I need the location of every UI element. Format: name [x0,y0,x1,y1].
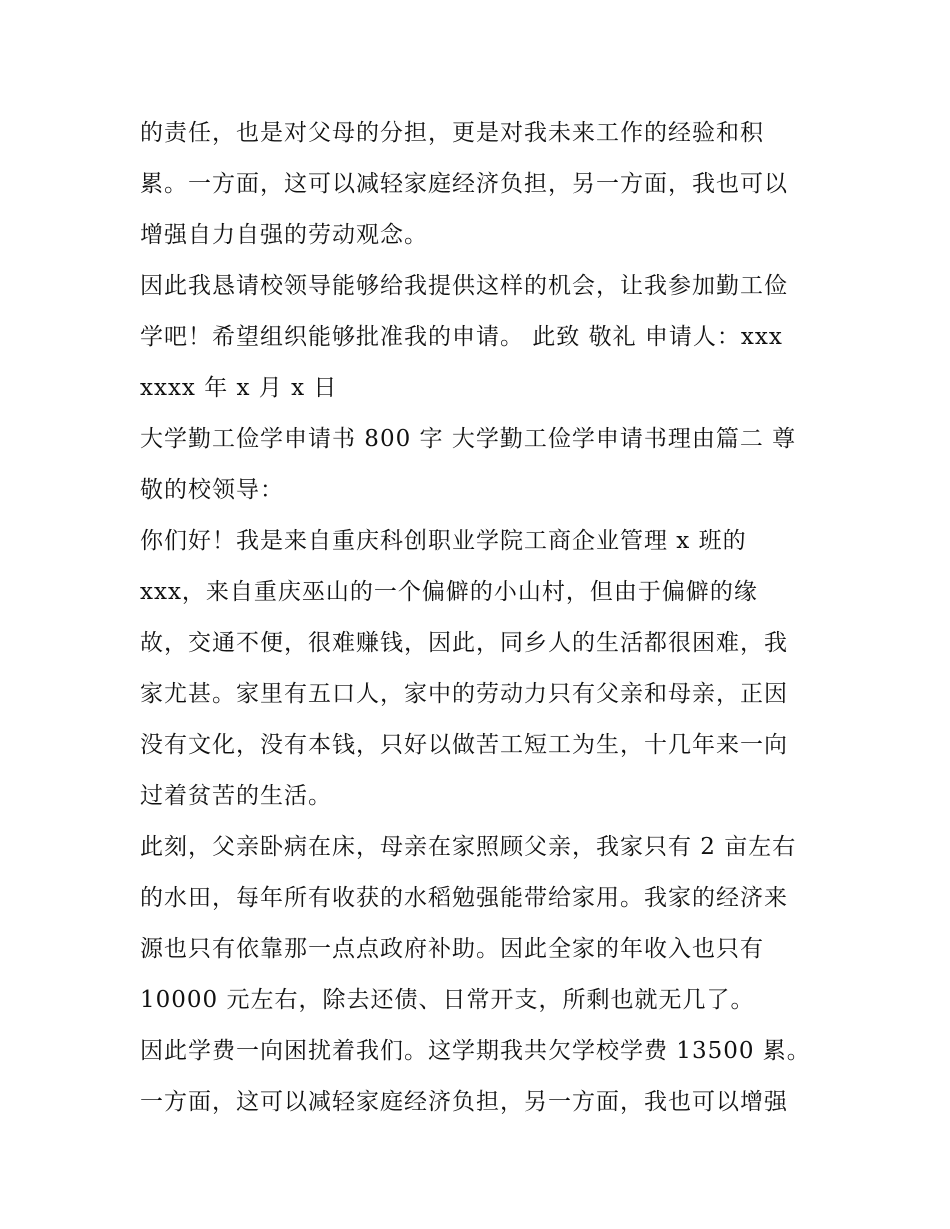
text-line: 源也只有依靠那一点点政府补助。因此全家的年收入也只有 [140,936,764,962]
text-line: 一方面，这可以减轻家庭经济负担，另一方面，我也可以增强 [140,1089,788,1115]
text-line: 故，交通不便，很难赚钱，因此，同乡人的生活都很困难，我 [140,630,788,656]
text-line: 的责任，也是对父母的分担，更是对我未来工作的经验和积 [140,120,764,146]
text-line: 家尤甚。家里有五口人，家中的劳动力只有父亲和母亲，正因 [140,681,788,707]
text-line: xxx，来自重庆巫山的一个偏僻的小山村，但由于偏僻的缘 [140,579,758,605]
text-line: 增强自力自强的劳动观念。 [140,222,428,248]
body-text [140,108,830,1128]
text-line: 敬的校领导： [140,477,284,503]
text-line: 的水田，每年所有收获的水稻勉强能带给家用。我家的经济来 [140,885,788,911]
text-line: 过着贫苦的生活。 [140,783,332,809]
text-line: 10000 元左右，除去还债、日常开支，所剩也就无几了。 [140,987,755,1013]
text-line: 因此我恳请校领导能够给我提供这样的机会，让我参加勤工俭 [140,273,788,299]
text-line: 大学勤工俭学申请书 800 字 大学勤工俭学申请书理由篇二 尊 [140,426,797,452]
text-line: 学吧！希望组织能够批准我的申请。 此致 敬礼 申请人：xxx [140,324,783,350]
text-line: xxxx 年 x 月 x 日 [140,375,338,401]
text-line: 累。一方面，这可以减轻家庭经济负担，另一方面，我也可以 [140,171,788,197]
text-line: 此刻，父亲卧病在床，母亲在家照顾父亲，我家只有 2 亩左右 [140,834,797,860]
text-line: 你们好！我是来自重庆科创职业学院工商企业管理 x 班的 [140,528,747,554]
text-line: 没有文化，没有本钱，只好以做苦工短工为生，十几年来一向 [140,732,788,758]
text-line: 因此学费一向困扰着我们。这学期我共欠学校学费 13500 累。 [140,1038,811,1064]
